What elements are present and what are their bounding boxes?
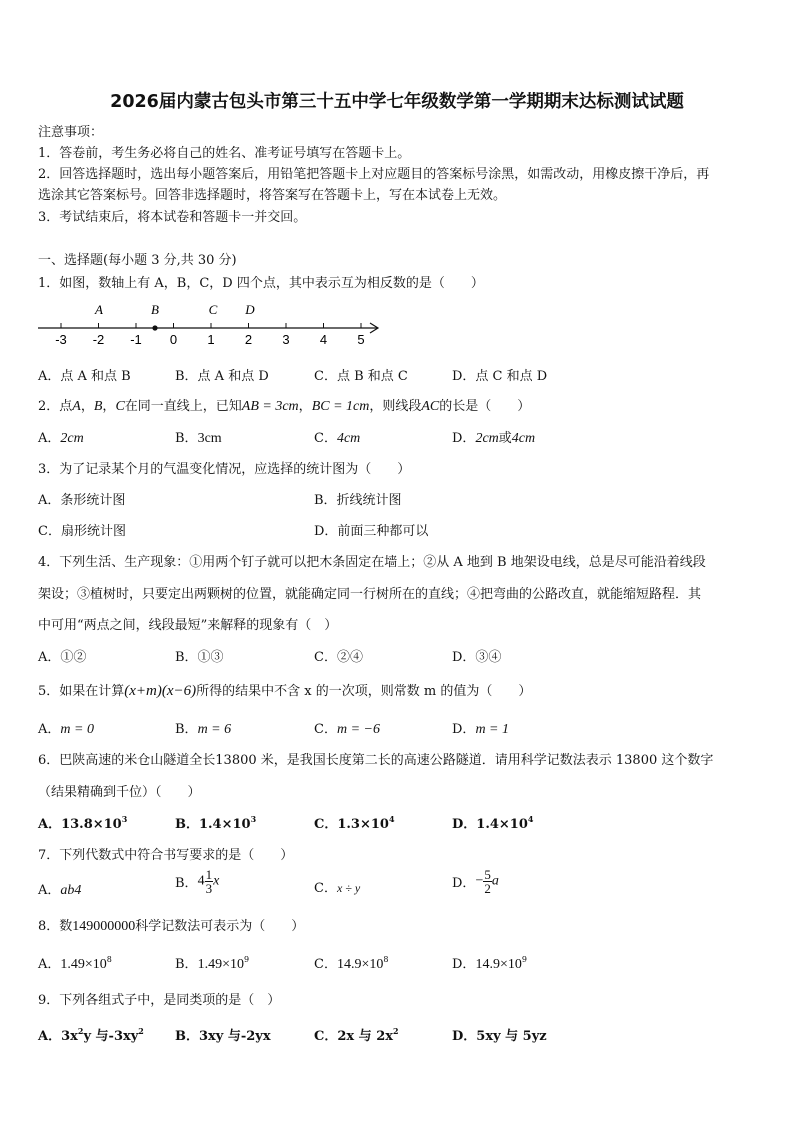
q8-option-d: D．$14.9\times 10^9$ [452, 955, 527, 972]
notice-line-1: 1．答卷前，考生务必将自己的姓名、准考证号填写在答题卡上。 [38, 146, 411, 161]
q2-option-a: A．2cm [38, 431, 84, 446]
q7-b-fraction: $\frac{1}{3}$ [205, 867, 213, 896]
q2-text-4: 的长是（ ） [439, 399, 531, 414]
q9-stem: 9．下列各组式子中，是同类项的是（ ） [38, 993, 281, 1008]
q2-option-b: B．3cm [175, 431, 222, 446]
q5-option-d: D．m = 1 [452, 722, 509, 737]
q7-option-d: D．− $\frac{5}{2}$ a [452, 867, 499, 896]
q4-option-c: C．②④ [314, 650, 363, 665]
q7-option-c: C．x ÷ y [314, 881, 361, 896]
q4-line-2: 架设；③植树时，只要定出两颗树的位置，就能确定同一行树所在的直线；④把弯曲的公路改直，就能缩短路程．其 [38, 587, 702, 602]
q9-option-c: C．2x 与 $2x^2$ [314, 1026, 399, 1044]
number-line-tick-label: -3 [55, 332, 67, 347]
number-line-tick-label: 5 [357, 332, 365, 347]
notice-line-2b: 选涂其它答案标号。回答非选择题时，将答案写在答题卡上，写在本试卷上无效。 [38, 188, 507, 203]
q5-option-b: B．m = 6 [175, 722, 232, 737]
q7-option-b: B．4 $\frac{1}{3}$ x [175, 867, 220, 896]
q8-option-a: A．$1.49\times 10^8$ [38, 955, 112, 972]
q1-stem: 1．如图，数轴上有 A，B，C，D 四个点，其中表示互为相反数的是（ ） [38, 276, 484, 291]
q2-text-2: 在同一直线上，已知 [124, 399, 242, 414]
q2-option-d: D．2cm或4cm [452, 431, 536, 446]
q2-ab: AB = 3cm [241, 399, 299, 414]
q5-text-1: 5．如果在计算 [38, 684, 125, 699]
q3-option-b: B．折线统计图 [314, 493, 402, 508]
q4-option-b: B．①③ [175, 650, 224, 665]
q7-option-a: A．ab4 [38, 883, 82, 898]
q1-number-line [30, 298, 390, 350]
notice-line-3: 3．考试结束后，将本试卷和答题卡一并交回。 [38, 210, 307, 225]
number-line-point-label: C [208, 302, 218, 317]
notice-heading: 注意事项： [38, 125, 104, 140]
q1-option-c: C．点 B 和点 C [314, 369, 408, 384]
q4-line-1: 4．下列生活、生产现象：①用两个钉子就可以把木条固定在墙上；②从 A 地到 B 地架设电线，总是尽可能沿着线段 [38, 555, 706, 570]
number-line-tick-label: 4 [319, 332, 328, 347]
notice-line-2a: 2．回答选择题时，选出每小题答案后，用铅笔把答题卡上对应题目的答案标号涂黑，如需改动，用橡皮擦干净后，再 [38, 167, 710, 182]
q8-option-b: B．$1.49\times 10^9$ [175, 955, 250, 972]
q5-text-2: 所得的结果中不含 x 的一次项，则常数 m 的值为（ ） [196, 684, 532, 699]
q5-stem [38, 680, 531, 700]
q2-option-c: C．4cm [314, 431, 361, 446]
q2-point-b: B [93, 399, 103, 414]
q6-line-2: （结果精确到千位）（ ） [38, 785, 201, 800]
q6-option-d: D．$1.4\times 10^4$ [452, 814, 534, 832]
q5-option-c: C．m = −6 [314, 722, 380, 737]
q4-option-d: D．③④ [452, 650, 502, 665]
q3-stem: 3．为了记录某个月的气温变化情况，应选择的统计图为（ ） [38, 462, 411, 477]
q2-text-1: 2．点 [38, 399, 73, 414]
q5-option-a: A．m = 0 [38, 722, 94, 737]
number-line-point-label: A [95, 302, 103, 317]
q2-ac: AC [421, 399, 440, 414]
number-line-tick-label: 1 [207, 332, 215, 347]
q2-point-c: C [115, 399, 125, 414]
q4-option-a: A．①② [38, 650, 87, 665]
number-line-point-label: D [245, 302, 255, 317]
q3-option-a: A．条形统计图 [38, 493, 126, 508]
q6-option-c: C．$1.3\times 10^4$ [314, 814, 395, 832]
page-title: 2026届内蒙古包头市第三十五中学七年级数学第一学期期末达标测试试题 [110, 92, 684, 112]
number-line-tick-label: 0 [169, 332, 178, 347]
q9-option-d: D．5xy 与 5yz [452, 1029, 547, 1044]
q2-point-a: A [72, 399, 81, 414]
number-line-point-label: B [151, 302, 159, 317]
number-line-tick-label: -2 [92, 332, 105, 347]
q9-option-b: B．3xy 与-2yx [175, 1029, 271, 1044]
number-line-tick-label: 3 [282, 332, 290, 347]
q6-line-1: 6．巴陕高速的米仓山隧道全长13800 米，是我国长度第二长的高速公路隧道．请用科学记数法表示 13800 这个数字 [38, 753, 714, 768]
q8-stem: 8．数149000000科学记数法可表示为（ ） [38, 919, 305, 934]
q1-option-b: B．点 A 和点 D [175, 369, 269, 384]
q5-expression: (x+m)(x−6) [124, 683, 197, 699]
q1-option-a: A．点 A 和点 B [38, 369, 131, 384]
q8-option-c: C．$14.9\times 10^8$ [314, 955, 389, 972]
q6-option-b: B．$1.4\times 10^3$ [175, 814, 257, 832]
q9-option-a: A．$3x^2y$ 与$-3xy^2$ [38, 1026, 144, 1044]
q2-sep-2: ， [102, 399, 116, 414]
q2-sep-3: ， [298, 399, 312, 414]
q4-line-3: 中可用“两点之间，线段最短”来解释的现象有（ ） [38, 618, 338, 633]
q2-sep-1: ， [80, 399, 94, 414]
q3-option-d: D．前面三种都可以 [314, 524, 429, 539]
number-line-tick-label: -1 [130, 332, 142, 347]
q1-option-d: D．点 C 和点 D [452, 369, 548, 384]
number-line-tick-label: 2 [244, 332, 253, 347]
point-b-dot [152, 325, 157, 330]
q6-option-a: A．$13.8\times 10^3$ [38, 814, 128, 832]
q2-text-3: ，则线段 [369, 399, 422, 414]
section-heading: 一、选择题(每小题 3 分,共 30 分) [38, 253, 237, 268]
q2-bc: BC = 1cm [311, 399, 370, 414]
q3-option-c: C．扇形统计图 [38, 524, 126, 539]
q2-stem [38, 395, 530, 415]
q7-stem: 7．下列代数式中符合书写要求的是（ ） [38, 848, 294, 863]
q7-d-fraction: $\frac{5}{2}$ [484, 867, 491, 896]
